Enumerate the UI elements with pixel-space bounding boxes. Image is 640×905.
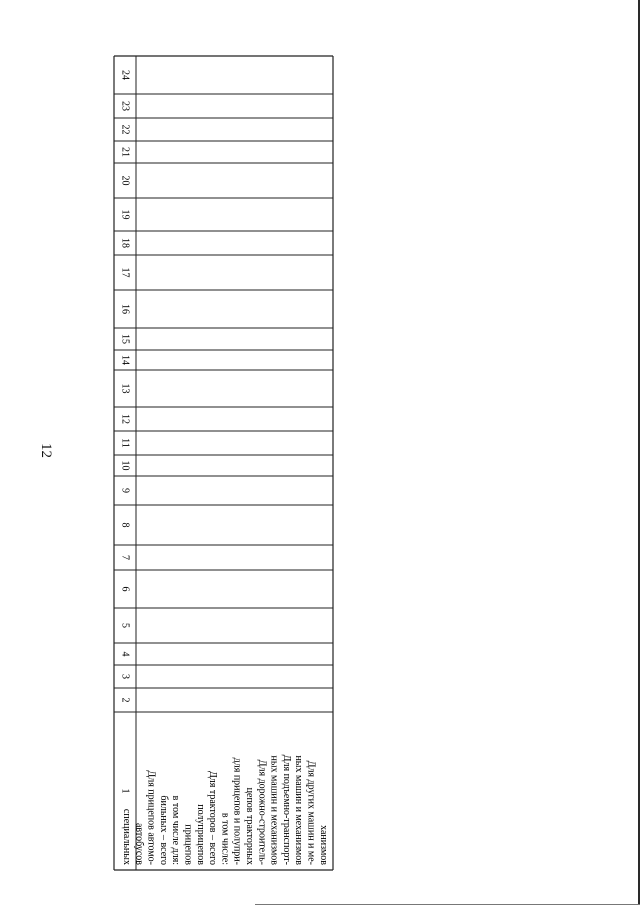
page-number: 12 xyxy=(38,443,54,458)
column-number: 20 xyxy=(119,175,131,186)
column-number: 14 xyxy=(119,355,131,365)
column-number: 10 xyxy=(119,460,131,471)
row-label: Для подъемно-транспорт- xyxy=(280,754,292,865)
row-label: Для тракторов – всего xyxy=(207,770,219,865)
column-number: 13 xyxy=(119,383,131,394)
table-grid xyxy=(114,56,333,870)
column-number: 19 xyxy=(119,209,131,220)
column-number: 15 xyxy=(119,334,131,344)
column-number: 12 xyxy=(119,414,131,424)
row-label: Для прицепов автомо- xyxy=(145,770,157,865)
row-label: автобусов xyxy=(133,822,145,865)
row-label: ных машин и механизмов xyxy=(293,755,305,865)
row-label: специальных xyxy=(121,808,132,865)
row-label: ханизмов xyxy=(317,825,329,865)
column-number: 6 xyxy=(119,586,131,592)
column-number: 22 xyxy=(119,124,131,135)
column-number: 18 xyxy=(119,238,131,248)
row-label: Для других машин и ме- xyxy=(305,760,317,865)
column-number: 11 xyxy=(119,438,131,448)
column-number: 16 xyxy=(119,304,131,314)
column-number: 21 xyxy=(119,147,131,157)
column-number: 23 xyxy=(119,101,131,111)
column-number: 5 xyxy=(119,623,131,628)
column-number: 9 xyxy=(119,488,131,493)
row-label: для прицепов и полупри- xyxy=(231,757,243,865)
row-label: в том числе: xyxy=(219,812,231,865)
row-label: полуприцепов xyxy=(194,804,206,865)
table-text xyxy=(120,70,329,865)
row-label: цепов тракторных xyxy=(244,787,255,865)
row-label: прицепов xyxy=(182,824,194,865)
column-number: 3 xyxy=(119,674,131,679)
column-number: 17 xyxy=(119,267,131,278)
column-number: 1 xyxy=(119,788,131,794)
column-number: 24 xyxy=(119,70,131,80)
row-label: Для дорожно-строитель- xyxy=(256,759,268,865)
column-number: 2 xyxy=(119,697,131,703)
row-label: в том числе для: xyxy=(170,795,182,865)
column-number: 7 xyxy=(119,555,131,560)
column-number: 8 xyxy=(119,522,131,528)
row-label: ных машин и механизмов xyxy=(268,755,280,865)
row-label: бильных – всего xyxy=(157,795,169,865)
column-number: 4 xyxy=(119,651,131,657)
